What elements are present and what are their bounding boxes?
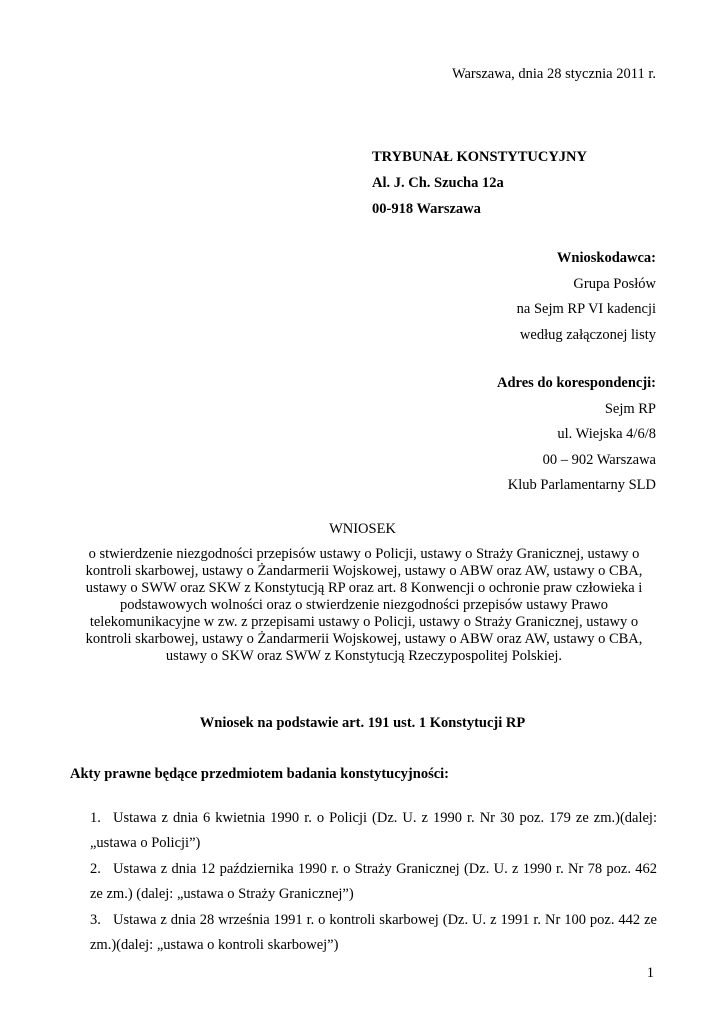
- recipient-name: TRYBUNAŁ KONSTYTUCYJNY: [372, 149, 588, 165]
- correspondence-line: ul. Wiejska 4/6/8: [557, 426, 656, 442]
- document-date: Warszawa, dnia 28 stycznia 2011 r.: [451, 66, 656, 82]
- acts-list: [90, 806, 657, 959]
- list-item: [90, 908, 657, 958]
- applicant-line: na Sejm RP VI kadencji: [516, 301, 656, 317]
- list-item-text: Ustawa z dnia 12 października 1990 r. o Straży Granicznej (Dz. U. z 1990 r. Nr 78 poz. 462 ze zm.) (dalej: „ustawa o Straży Granicznej”): [90, 861, 657, 902]
- list-item-text: Ustawa z dnia 6 kwietnia 1990 r. o Policji (Dz. U. z 1990 r. Nr 30 poz. 179 ze zm.)(dalej: „ustawa o Policji”): [90, 810, 657, 851]
- correspondence-line: Klub Parlamentarny SLD: [507, 477, 656, 493]
- applicant-line: według załączonej listy: [519, 326, 656, 343]
- legal-basis: Wniosek na podstawie art. 191 ust. 1 Konstytucji RP: [199, 715, 526, 731]
- applicant-label: Wnioskodawca:: [556, 250, 656, 266]
- motion-body: o stwierdzenie niezgodności przepisów ustawy o Policji, ustawy o Straży Granicznej, ustawy o kontroli skarbowej, ustawy o Żandarmerii Wojskowej, ustawy o ABW oraz AW, ustawy o CBA, ustawy o SWW oraz SKW z Konstytucją RP oraz art. 8 Konwencji o ochronie praw człowieka i podstawowych wolności oraz o stwierdzenie niezgodności przepisów ustawy Prawo telekomunikacyjne w zw. z przepisami ustawy o Policji, ustawy o Straży Granicznej, ustawy o kontroli skarbowej, ustawy o Żandarmerii Wojskowej, ustawy o ABW oraz AW, ustawy o CBA, ustawy o SKW oraz SWW z Konstytucją Rzeczypospolitej Polskiej.: [85, 546, 643, 664]
- correspondence-block: [497, 371, 656, 499]
- list-item: [90, 857, 657, 907]
- applicant-block: [517, 246, 656, 348]
- list-item-number: 1.: [90, 810, 101, 826]
- list-item-number: 3.: [90, 912, 101, 928]
- recipient-city: 00-918 Warszawa: [372, 201, 481, 217]
- page-number: 1: [646, 965, 654, 981]
- applicant-line: Grupa Posłów: [573, 275, 656, 292]
- list-item-number: 2.: [90, 861, 101, 877]
- recipient-address: [372, 144, 587, 222]
- list-item-text: Ustawa z dnia 28 września 1991 r. o kontroli skarbowej (Dz. U. z 1991 r. Nr 100 poz. 442 ze zm.)(dalej: „ustawa o kontroli skarbowej”): [90, 912, 657, 953]
- correspondence-line: 00 – 902 Warszawa: [542, 451, 656, 468]
- acts-heading: Akty prawne będące przedmiotem badania konstytucyjności:: [70, 766, 450, 782]
- correspondence-line: Sejm RP: [604, 400, 656, 417]
- motion-heading: WNIOSEK: [329, 521, 396, 537]
- list-item: [90, 806, 657, 856]
- recipient-street: Al. J. Ch. Szucha 12a: [372, 175, 504, 191]
- correspondence-label: Adres do korespondencji:: [497, 375, 656, 391]
